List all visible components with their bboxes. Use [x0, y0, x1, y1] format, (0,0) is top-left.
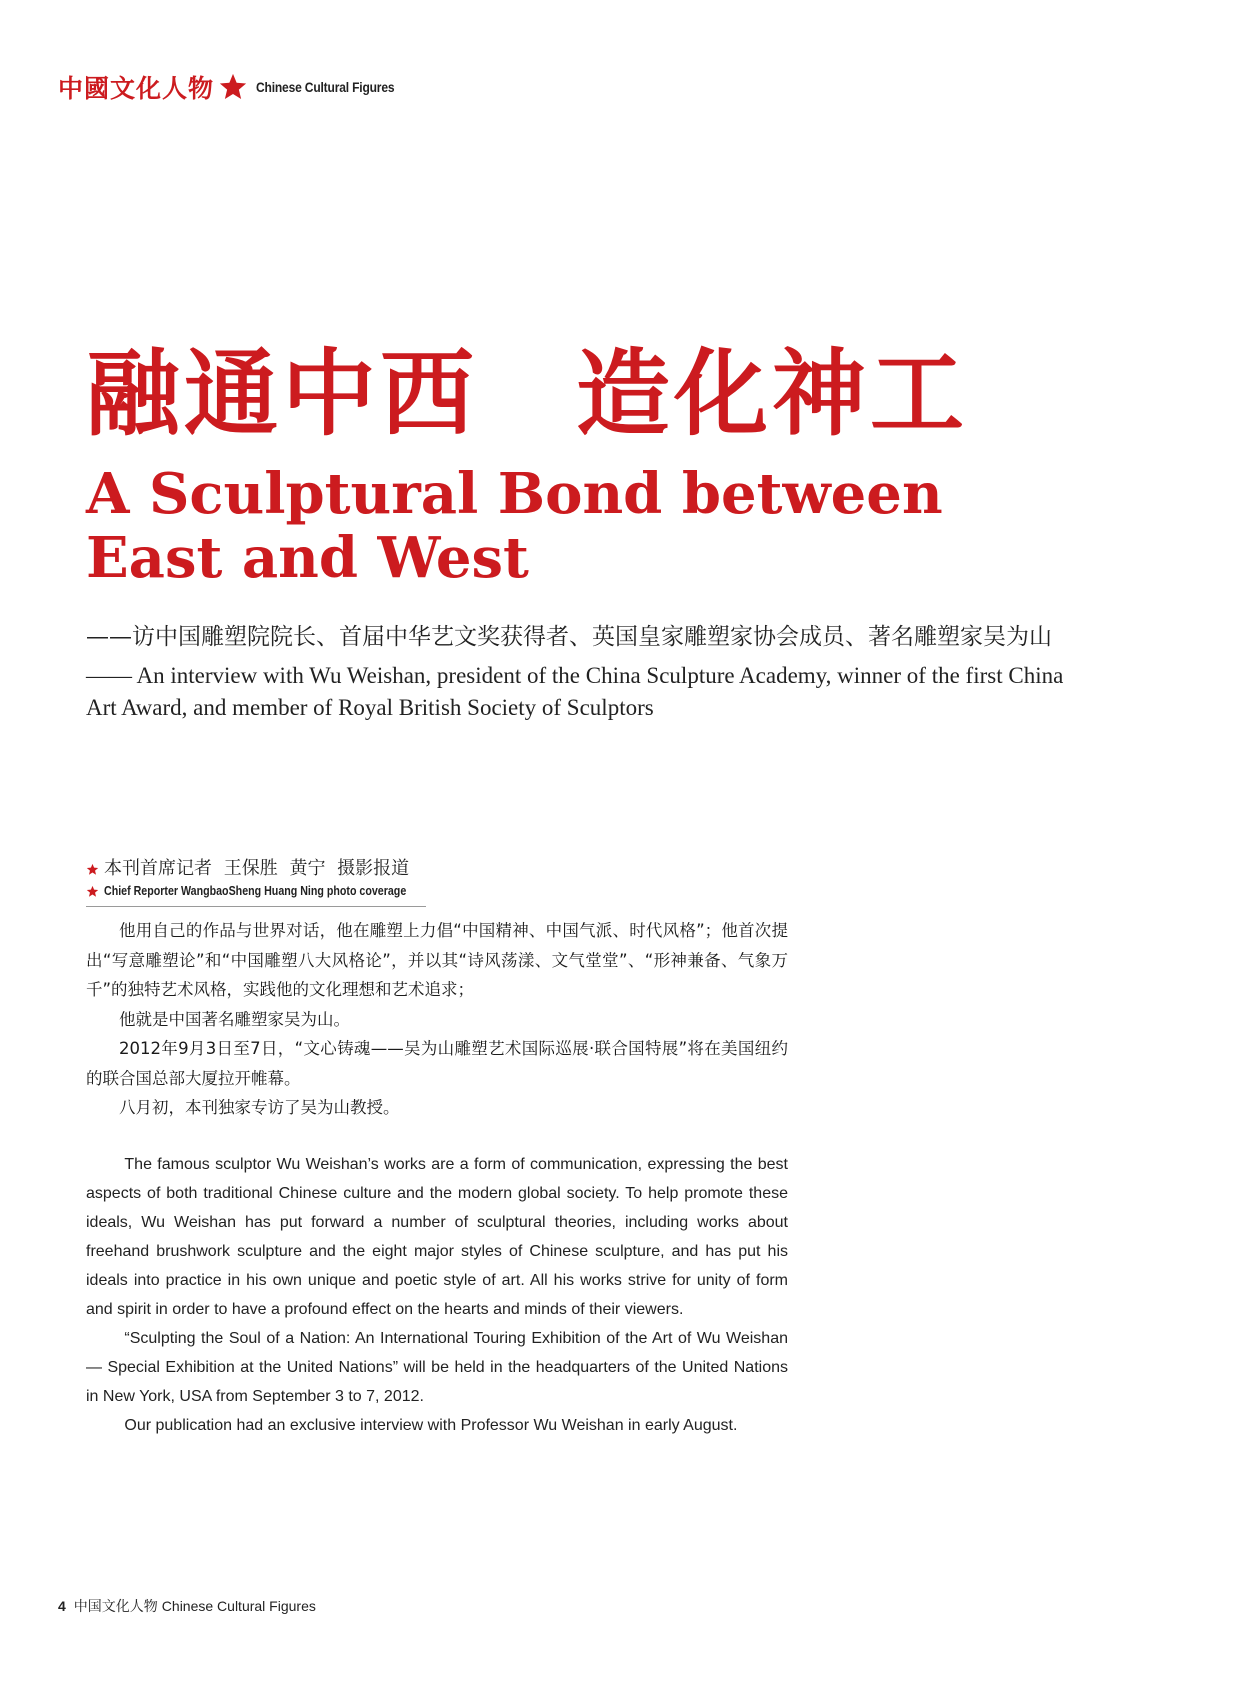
article-subtitle-en: —— An interview with Wu Weishan, president of the China Sculpture Academy, winner of the first China Art Award, and member of Royal British Society of Sculptors [86, 663, 1064, 720]
intro-cn-paragraph: 八月初，本刊独家专访了吴为山教授。 [119, 1098, 400, 1117]
masthead-title-cn: 中國文化人物 [58, 74, 215, 103]
star-icon [86, 885, 99, 898]
byline-en-row [86, 882, 426, 900]
byline [86, 856, 426, 907]
intro-cn [86, 916, 788, 1123]
footer-publication-en: Chinese Cultural Figures [161, 1598, 316, 1614]
byline-cn-row [86, 856, 426, 882]
article-title-cn: 融通中西 造化神工 [86, 340, 969, 449]
intro-en-paragraph: The famous sculptor Wu Weishan’s works are a form of communication, expressing the best aspects of both traditional Chinese culture and the modern global society. To help promote these ideals, Wu Weishan has put forward a number of sculptural theories, including works about freehand brushwork sculpture and the eight major styles of Chinese sculpture, and has put his ideals into practice in his own unique and poetic style of art. All his works strive for unity of form and spirit in order to have a profound effect on the hearts and minds of their viewers. [86, 1156, 788, 1318]
intro-cn-paragraph: 他就是中国著名雕塑家吴为山。 [119, 1009, 350, 1029]
page-footer [58, 1596, 316, 1616]
byline-cn: 本刊首席记者 王保胜 黄宁 摄影报道 [104, 858, 410, 879]
masthead [58, 70, 417, 104]
byline-en: Chief Reporter WangbaoSheng Huang Ning photo coverage [104, 883, 407, 898]
intro-en [86, 1150, 788, 1440]
page-number: 4 [58, 1598, 66, 1614]
intro-cn-paragraph: 他用自己的作品与世界对话，他在雕塑上力倡“中国精神、中国气派、时代风格”；他首次提出“写意雕塑论”和“中国雕塑八大风格论”，并以其“诗风荡漾、文气堂堂”、“形神兼备、气象万千”的独特艺术风格，实践他的文化理想和艺术追求； [86, 921, 788, 999]
star-icon [218, 72, 248, 102]
star-icon [86, 863, 99, 876]
intro-cn-paragraph: 2012年9月3日至7日，“文心铸魂——吴为山雕塑艺术国际巡展·联合国特展”将在美国纽约的联合国总部大厦拉开帷幕。 [86, 1039, 788, 1088]
article-subtitle-cn: ——访中国雕塑院院长、首届中华艺文奖获得者、英国皇家雕塑家协会成员、著名雕塑家吴为山 [86, 624, 1052, 650]
article-title-en: A Sculptural Bond between East and West [86, 461, 943, 591]
intro-en-paragraph: “Sculpting the Soul of a Nation: An International Touring Exhibition of the Art of Wu Weishan — Special Exhibition at the United Nations” will be held in the headquarters of the United Nations in New York, USA from September 3 to 7, 2012. [86, 1330, 788, 1405]
intro-en-paragraph: Our publication had an exclusive interview with Professor Wu Weishan in early August. [124, 1417, 738, 1434]
footer-publication-cn: 中国文化人物 [73, 1599, 158, 1615]
masthead-title-en: Chinese Cultural Figures [256, 79, 395, 95]
